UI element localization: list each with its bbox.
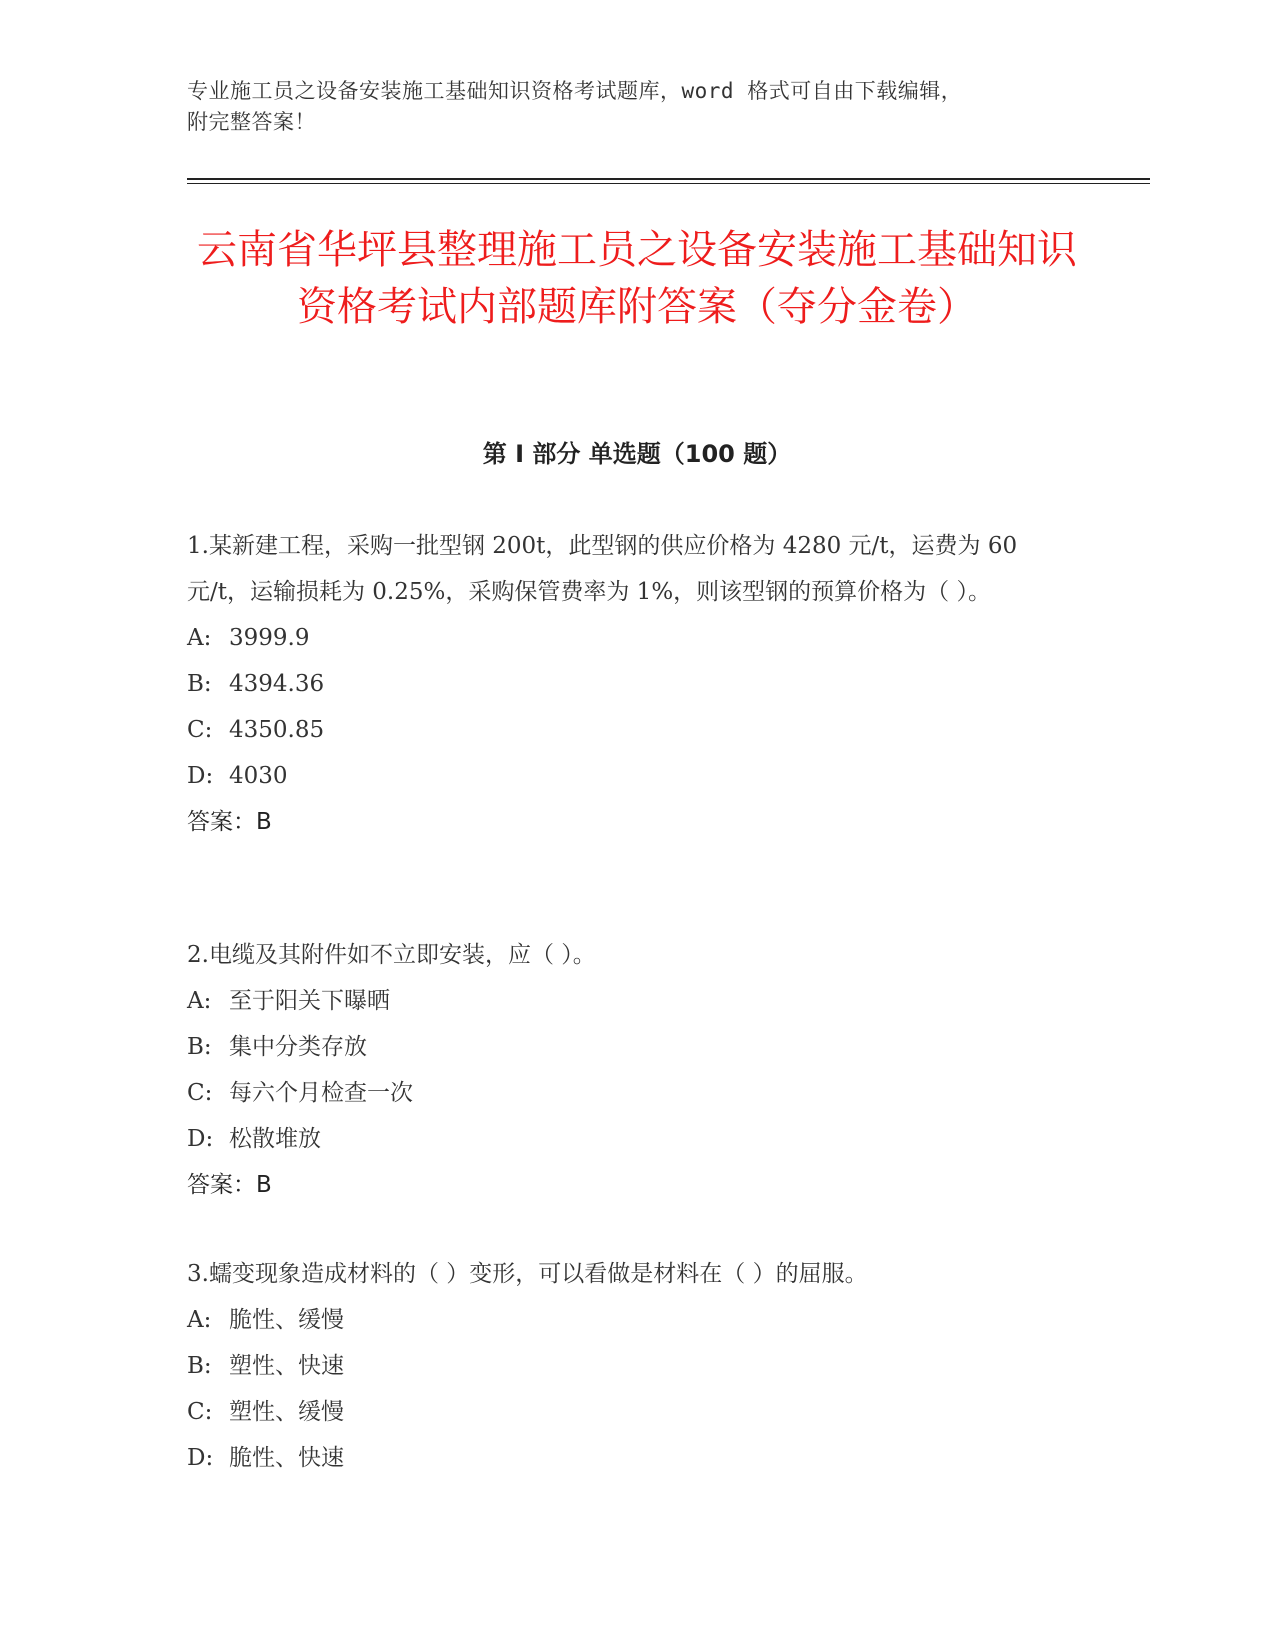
option-text: 至于阳关下曝晒	[229, 988, 390, 1014]
option-key: C:	[187, 717, 213, 743]
option-key: B:	[187, 1353, 212, 1379]
option-text: 3999.9	[229, 625, 310, 651]
option-key: A:	[187, 1307, 212, 1333]
header-note-line-1: 专业施工员之设备安装施工基础知识资格考试题库，word 格式可自由下载编辑，	[187, 79, 963, 103]
question-2	[187, 932, 1067, 1208]
header-note-line-2: 附完整答案！	[187, 110, 316, 134]
header-divider-thick	[187, 178, 1150, 180]
option-d	[187, 753, 1067, 799]
option-key: C:	[187, 1399, 213, 1425]
option-b	[187, 1024, 1067, 1070]
option-b	[187, 661, 1067, 707]
option-key: A:	[187, 988, 212, 1014]
option-key: D:	[187, 763, 214, 789]
question-3	[187, 1251, 1067, 1481]
option-text: 每六个月检查一次	[229, 1080, 413, 1106]
option-key: B:	[187, 1034, 212, 1060]
option-a	[187, 615, 1067, 661]
option-text: 脆性、快速	[229, 1445, 344, 1471]
option-text: 4030	[229, 763, 288, 789]
question-1	[187, 523, 1067, 845]
option-d	[187, 1435, 1067, 1481]
answer-line: 答案：B	[187, 1172, 272, 1198]
document-title: 云南省华坪县整理施工员之设备安装施工基础知识资格考试内部题库附答案（夺分金卷）	[197, 227, 1077, 330]
option-key: C:	[187, 1080, 213, 1106]
option-a	[187, 978, 1067, 1024]
section-title: 第 I 部分 单选题（100 题）	[482, 440, 792, 468]
question-stem: 2.电缆及其附件如不立即安装，应（ ）。	[187, 942, 596, 968]
option-key: A:	[187, 625, 212, 651]
option-key: B:	[187, 671, 212, 697]
option-text: 松散堆放	[229, 1126, 321, 1152]
option-key: D:	[187, 1445, 214, 1471]
answer-line: 答案：B	[187, 809, 272, 835]
option-text: 4350.85	[229, 717, 325, 743]
header-divider-thin	[187, 183, 1150, 184]
question-stem: 3.蠕变现象造成材料的（ ）变形，可以看做是材料在（ ）的屈服。	[187, 1261, 868, 1287]
option-text: 脆性、缓慢	[229, 1307, 344, 1333]
option-c	[187, 1070, 1067, 1116]
option-a	[187, 1297, 1067, 1343]
option-key: D:	[187, 1126, 214, 1152]
option-text: 塑性、快速	[229, 1353, 344, 1379]
option-c	[187, 707, 1067, 753]
option-text: 集中分类存放	[229, 1034, 367, 1060]
option-text: 4394.36	[229, 671, 325, 697]
option-b	[187, 1343, 1067, 1389]
header-note	[187, 76, 1087, 138]
question-stem: 1.某新建工程，采购一批型钢 200t，此型钢的供应价格为 4280 元/t，运费为 60 元/t，运输损耗为 0.25%，采购保管费率为 1%，则该型钢的预算价格为（ ）。	[187, 533, 1018, 605]
option-d	[187, 1116, 1067, 1162]
option-c	[187, 1389, 1067, 1435]
option-text: 塑性、缓慢	[229, 1399, 344, 1425]
